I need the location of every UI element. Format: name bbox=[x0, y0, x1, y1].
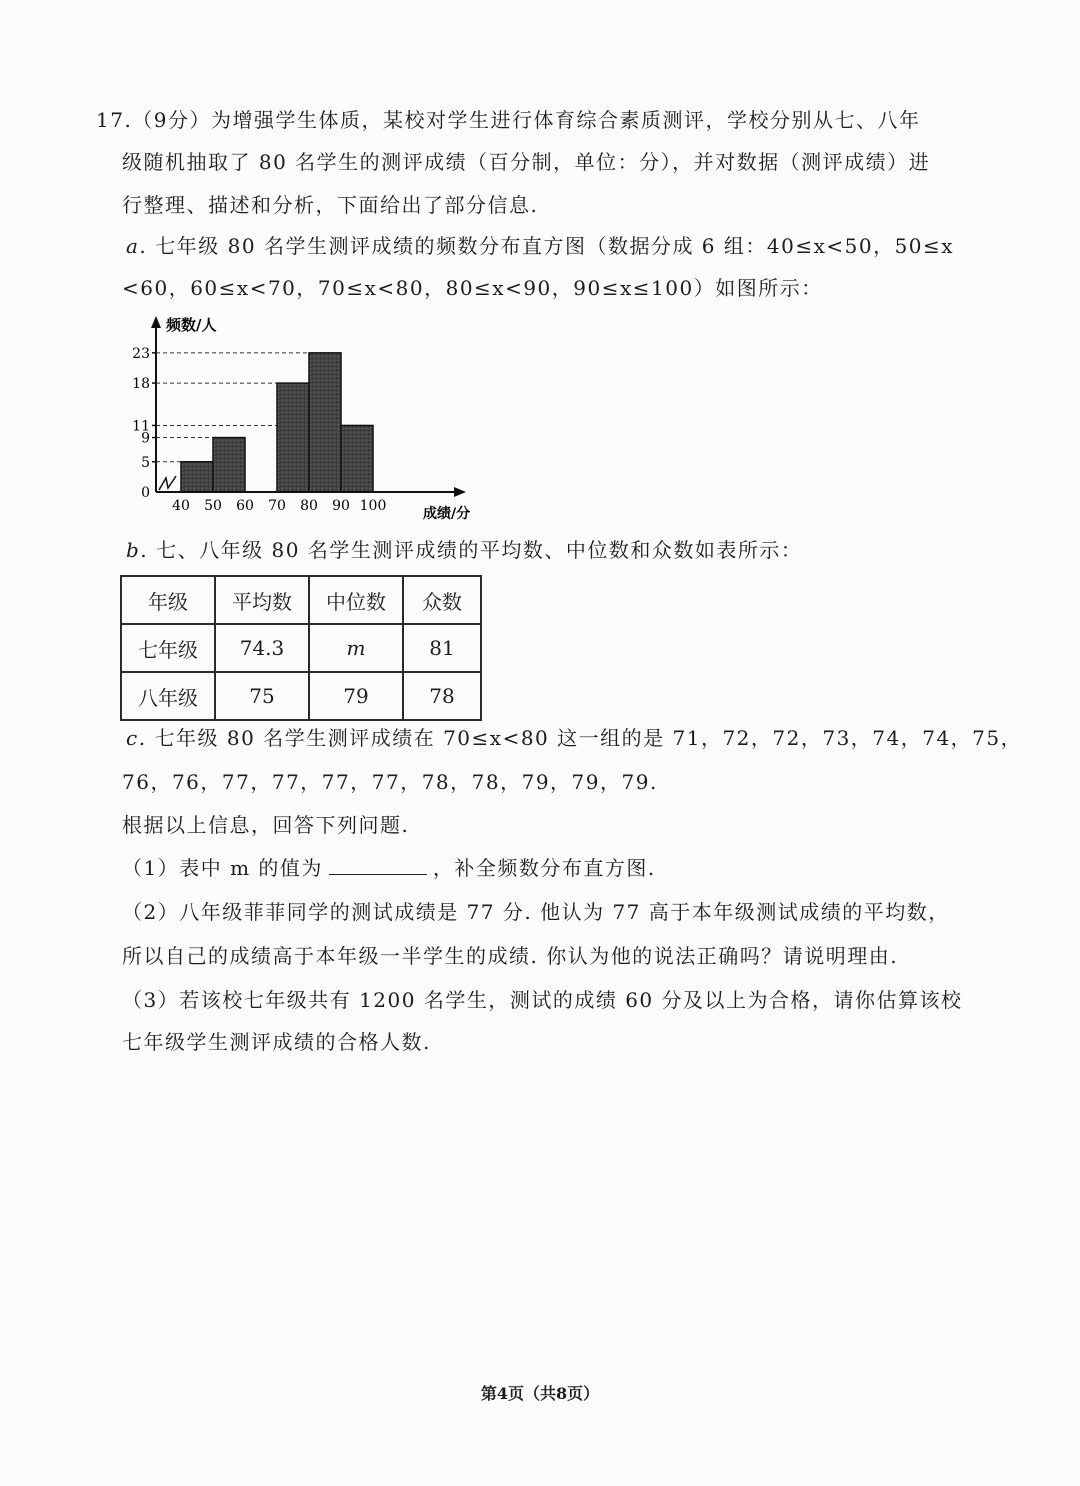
table-header-row bbox=[121, 576, 481, 624]
table-cell: 81 bbox=[403, 624, 481, 672]
x-tick-label: 40 bbox=[172, 498, 190, 514]
histogram-bar bbox=[213, 438, 245, 492]
info-a-line-1 bbox=[126, 236, 954, 256]
stats-table bbox=[120, 575, 482, 721]
y-tick-label: 23 bbox=[132, 345, 150, 362]
table-row bbox=[121, 672, 481, 720]
table-cell: 78 bbox=[403, 672, 481, 720]
info-a-text-1: 七年级 80 名学生测评成绩的频数分布直方图（数据分成 6 组：40≤x<50，50≤x bbox=[155, 234, 955, 258]
info-b-line bbox=[126, 540, 802, 560]
histogram-bar bbox=[277, 383, 309, 492]
y-axis-label: 频数/人 bbox=[166, 316, 217, 334]
table-header-cell: 年级 bbox=[121, 576, 215, 624]
info-c-line-2: 76，76，77，77，77，77，78，78，79，79，79. bbox=[122, 770, 658, 794]
info-a-line-2: <60，60≤x<70，70≤x<80，80≤x<90，90≤x≤100）如图所示： bbox=[122, 276, 823, 300]
question-3-line-1: （3）若该校七年级共有 1200 名学生，测试的成绩 60 分及以上为合格，请你估算该校 bbox=[122, 988, 963, 1012]
y-tick-label: 18 bbox=[132, 376, 150, 393]
histogram-bar bbox=[181, 462, 213, 492]
table-header-cell: 中位数 bbox=[309, 576, 403, 624]
table-cell: 八年级 bbox=[121, 672, 215, 720]
y-tick-label: 5 bbox=[141, 454, 150, 471]
y-tick-label: 0 bbox=[141, 485, 150, 501]
histogram-bar bbox=[309, 353, 341, 492]
question-1 bbox=[122, 858, 656, 878]
question-17-line-2: 级随机抽取了 80 名学生的测评成绩（百分制，单位：分），并对数据（测评成绩）进 bbox=[122, 150, 931, 174]
x-tick-label: 80 bbox=[300, 498, 318, 514]
table-cell: 75 bbox=[215, 672, 309, 720]
table-header-cell: 平均数 bbox=[215, 576, 309, 624]
info-b-text: 七、八年级 80 名学生测评成绩的平均数、中位数和众数如表所示： bbox=[156, 538, 803, 562]
question-17-line-1: 17.（9分）为增强学生体质，某校对学生进行体育综合素质测评，学校分别从七、八年 bbox=[96, 108, 921, 132]
table-cell: 79 bbox=[309, 672, 403, 720]
axis-break-mark bbox=[159, 476, 176, 490]
x-tick-label: 70 bbox=[268, 498, 286, 514]
info-a-label: a. bbox=[126, 234, 148, 258]
question-2-line-2: 所以自己的成绩高于本年级一半学生的成绩. 你认为他的说法正确吗？请说明理由. bbox=[122, 944, 899, 968]
y-tick-label: 9 bbox=[141, 430, 150, 447]
answer-blank[interactable] bbox=[329, 858, 427, 875]
info-c-text-1: 七年级 80 名学生测评成绩在 70≤x<80 这一组的是 71，72，72，73，74，74，75， bbox=[154, 726, 1023, 750]
y-axis-arrow bbox=[151, 316, 161, 328]
question-17-line-3: 行整理、描述和分析，下面给出了部分信息. bbox=[122, 193, 539, 217]
table-cell: 74.3 bbox=[215, 624, 309, 672]
y-tick-label: 11 bbox=[132, 418, 150, 435]
x-axis-arrow bbox=[454, 487, 466, 497]
question-1-text-end: ，补全频数分布直方图. bbox=[432, 856, 656, 880]
question-2-line-1: （2）八年级菲菲同学的测试成绩是 77 分. 他认为 77 高于本年级测试成绩的平均数， bbox=[122, 900, 950, 924]
x-tick-label: 60 bbox=[236, 498, 254, 514]
x-axis-label: 成绩/分 bbox=[423, 506, 471, 522]
info-c-line-1 bbox=[126, 728, 1022, 748]
info-b-label: b. bbox=[126, 538, 149, 562]
question-3-line-2: 七年级学生测评成绩的合格人数. bbox=[122, 1030, 431, 1054]
histogram-bar bbox=[341, 425, 373, 492]
x-tick-label: 50 bbox=[204, 498, 222, 514]
histogram-svg bbox=[118, 312, 488, 522]
x-tick-label: 90 bbox=[332, 498, 350, 514]
page-footer: 第4页（共8页） bbox=[480, 1384, 600, 1403]
answer-prompt: 根据以上信息，回答下列问题. bbox=[122, 813, 410, 837]
table-row bbox=[121, 624, 481, 672]
question-1-text: （1）表中 m 的值为 bbox=[122, 856, 323, 880]
x-tick-label: 100 bbox=[359, 498, 387, 514]
frequency-histogram bbox=[118, 312, 488, 526]
table-cell: 七年级 bbox=[121, 624, 215, 672]
table-header-cell: 众数 bbox=[403, 576, 481, 624]
info-c-label: c. bbox=[126, 726, 147, 750]
table-cell: m bbox=[309, 624, 403, 672]
